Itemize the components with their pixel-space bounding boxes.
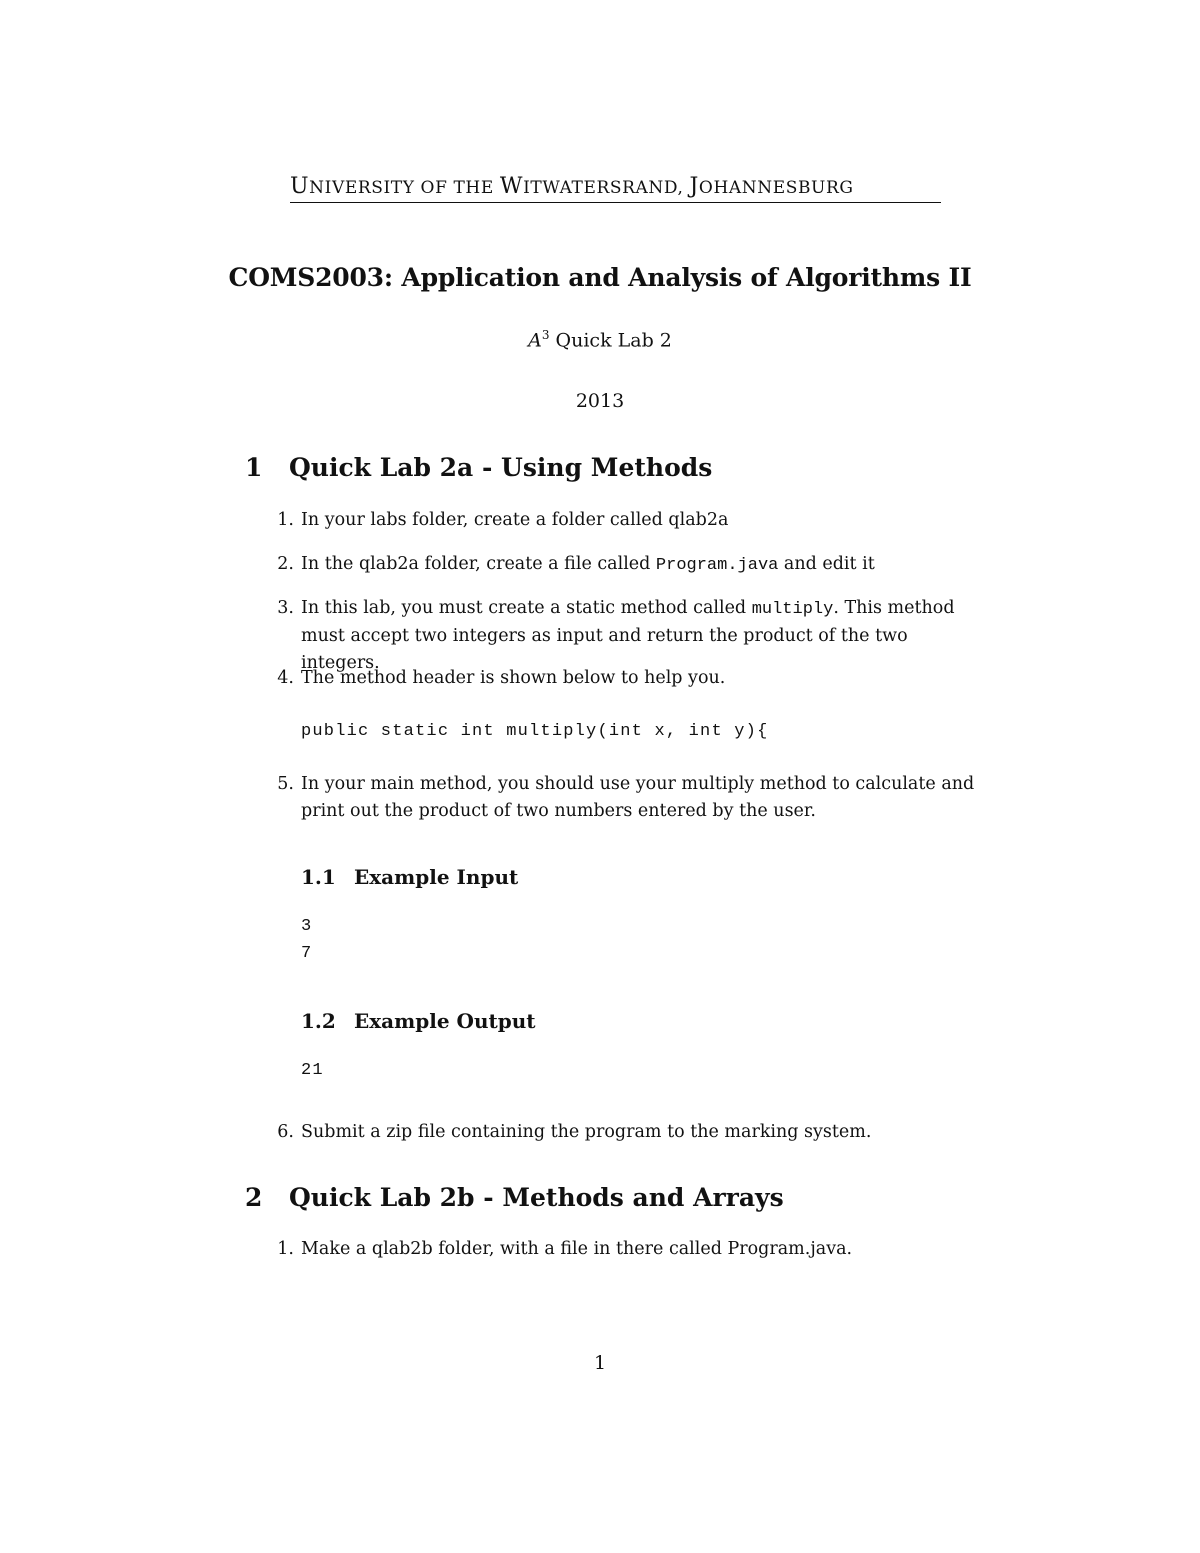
university-header — [290, 174, 941, 199]
uni-cap-3: J — [689, 174, 699, 199]
uni-cap-2: W — [499, 174, 524, 199]
list-item-text: Make a qlab2b folder, with a file in there called Program.java. — [301, 1239, 853, 1259]
uni-cap-1: U — [290, 174, 310, 199]
uni-rest-3: OHANNESBURG — [698, 178, 854, 198]
header-rule — [290, 202, 941, 203]
section-title: Quick Lab 2a - Using Methods — [289, 453, 713, 482]
subsection-title: Example Output — [354, 1009, 536, 1033]
list-item — [277, 665, 981, 692]
example-input-line: 3 — [301, 917, 313, 936]
list-item — [277, 1236, 981, 1263]
list-item-text-post: . This method must accept two integers as input and return the product of the two integers. — [301, 598, 955, 673]
section-number: 2 — [245, 1183, 263, 1212]
list-item — [277, 1119, 981, 1146]
list-item — [277, 771, 981, 825]
list-item — [277, 551, 981, 579]
inline-code: multiply — [751, 600, 834, 619]
list-item-text: Submit a zip file containing the program to the marking system. — [301, 1122, 872, 1142]
uni-rest-1: NIVERSITY OF THE — [309, 178, 500, 198]
example-input-line: 7 — [301, 944, 313, 963]
list-item-number: 1. — [277, 510, 294, 530]
subsection-number: 1.2 — [301, 1009, 336, 1033]
inline-code: Program.java — [655, 556, 779, 575]
subsection-number: 1.1 — [301, 865, 336, 889]
list-item-number: 5. — [277, 774, 294, 794]
page-number: 1 — [593, 1352, 607, 1374]
example-output-line: 21 — [301, 1061, 324, 1080]
list-item-text-pre: In the qlab2a folder, create a file called — [301, 554, 656, 574]
subsection-title: Example Input — [354, 865, 519, 889]
list-item-number: 6. — [277, 1122, 294, 1142]
subtitle-symbol: A — [528, 329, 542, 352]
method-header-code: public static int multiply(int x, int y){ — [301, 722, 769, 741]
list-item-number: 3. — [277, 598, 294, 618]
uni-rest-2: ITWATERSRAND, — [523, 178, 690, 198]
list-item-number: 4. — [277, 668, 294, 688]
document-title: COMS2003: Application and Analysis of Algorithms II — [228, 263, 972, 292]
subtitle-superscript: 3 — [541, 328, 550, 342]
section-number: 1 — [245, 453, 263, 482]
list-item-text: In your labs folder, create a folder called qlab2a — [301, 510, 729, 530]
section-title: Quick Lab 2b - Methods and Arrays — [289, 1183, 784, 1212]
list-item — [277, 507, 981, 534]
list-item-number: 2. — [277, 554, 294, 574]
subtitle-text: Quick Lab 2 — [549, 329, 672, 352]
list-item-text-pre: In this lab, you must create a static method called — [301, 598, 752, 618]
document-year: 2013 — [575, 390, 625, 412]
list-item-text: In your main method, you should use your multiply method to calculate and print out the product of two numbers entered by the user. — [301, 774, 975, 821]
list-item-text-post: and edit it — [778, 554, 875, 574]
list-item-text: The method header is shown below to help you. — [301, 668, 726, 688]
document-subtitle — [0, 328, 1200, 351]
list-item-number: 1. — [277, 1239, 294, 1259]
